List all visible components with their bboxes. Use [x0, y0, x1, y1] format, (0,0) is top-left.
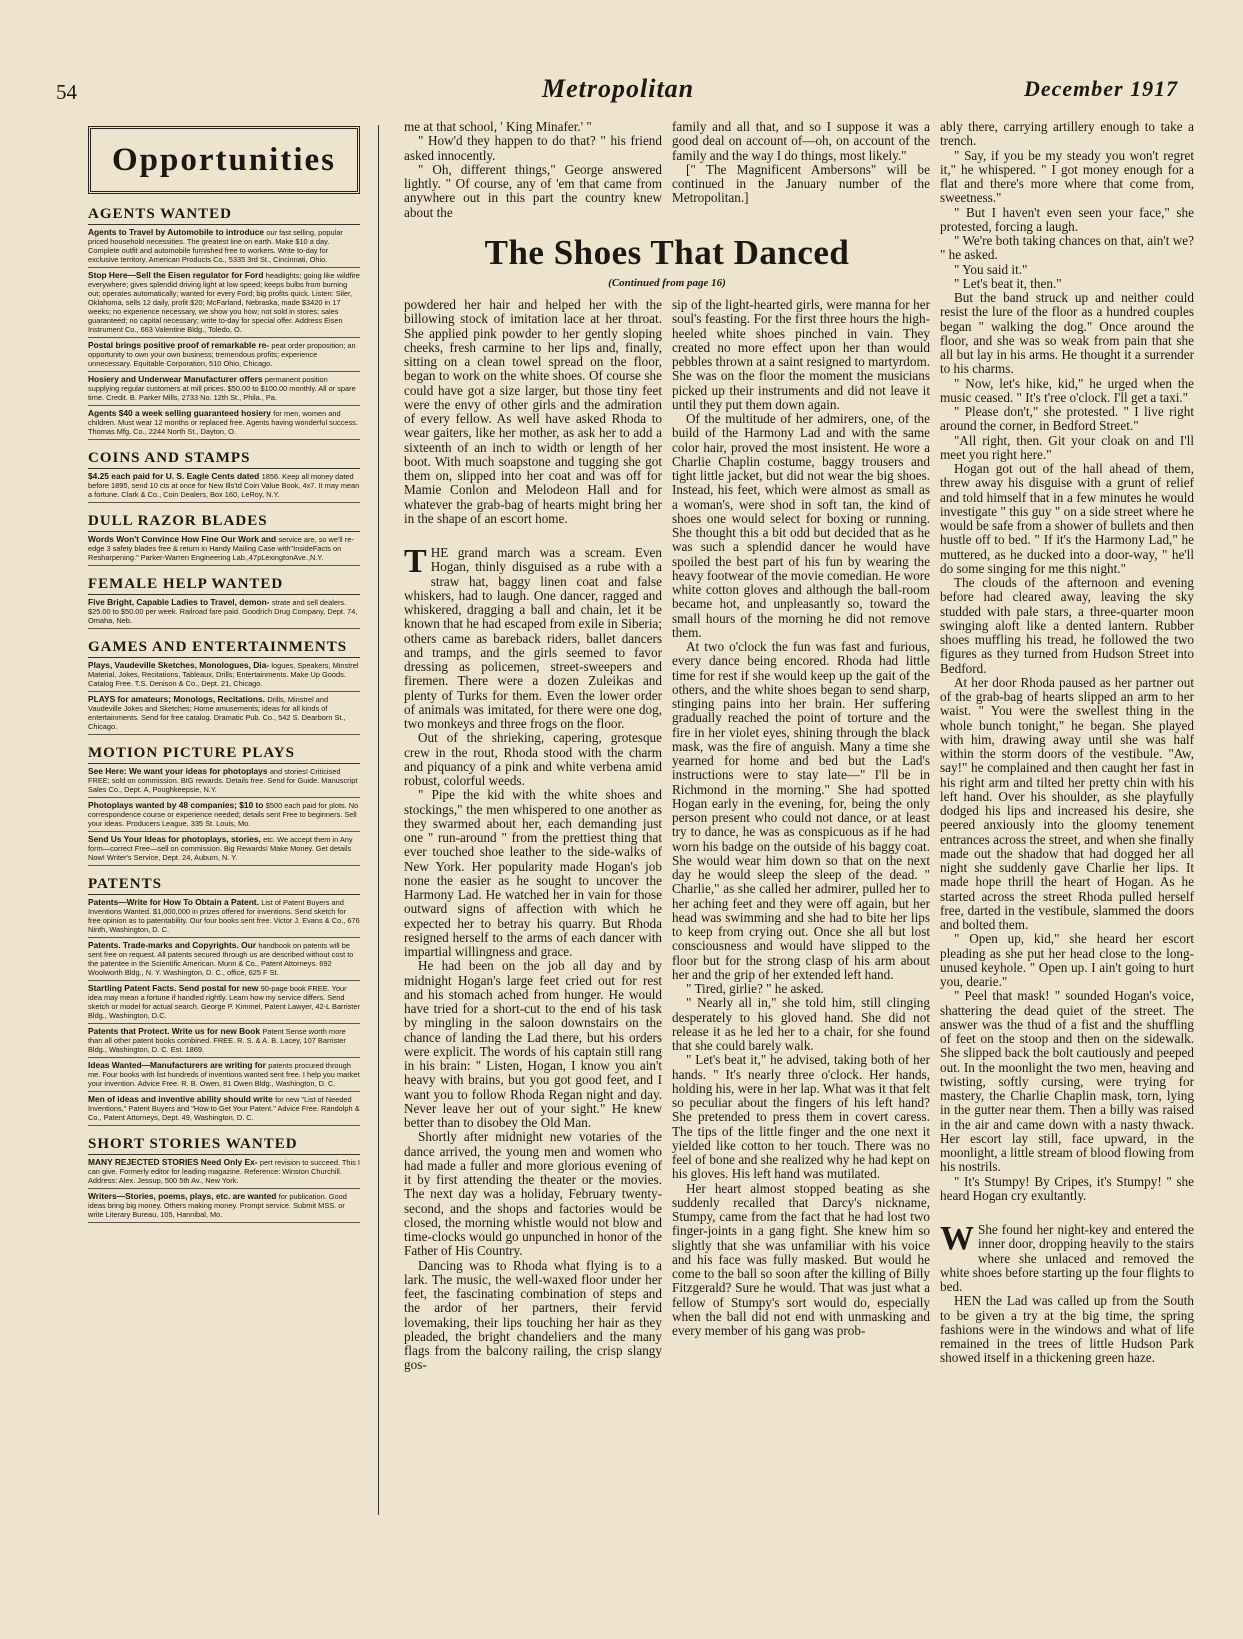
ad-lead: Stop Here—Sell the Eisen regulator for Ford	[88, 270, 266, 280]
story-column-3	[940, 120, 1194, 1366]
ad-lead: Words Won't Convince How Fine Our Work and	[88, 534, 279, 544]
ad-lead: Patents. Trade-marks and Copyrights. Our	[88, 940, 259, 950]
paragraph: Dancing was to Rhoda what flying is to a lark. The music, the well-waxed floor under her feet, the fascinating combination of steps and the ardor of her partners, their fervid lovemaking, their lips touching her hair as they pleaded, the bright chandeliers and the many flags from the balcony railing, the crisp slangy gos-	[404, 1257, 662, 1373]
paragraph: " Tired, girlie? " he asked.	[686, 981, 824, 996]
paragraph: " But I haven't even seen your face," she protested, forcing a laugh.	[940, 204, 1194, 234]
ad-body: permanent position supplying regular customers at mill prices. $50.00 to $100.00 monthly. All or spare time. Credit. B. Parker Mills, 2733 No. 12th St., Phila., Pa.	[88, 375, 356, 402]
ad-lead: $4.25 each paid for U. S. Eagle Cents dated	[88, 471, 262, 481]
classified-ad	[88, 409, 360, 440]
ads-category-heading: PATENTS	[88, 876, 360, 895]
paragraph: The clouds of the afternoon and evening before had cleared away, leaving the sky studded with pale stars, a three-quarter moon swinging aloft like a dented lantern. Rubber shoes muffling his tread, he followed the two figures as they turned from Hudson Street into Bedford.	[940, 575, 1194, 676]
paragraph: At her door Rhoda paused as her partner out of the grab-bag of hearts slipped an arm to her waist. " You were the swellest thing in the whole bunch tonight," he began. She played with him, drawing away until she was half within the storm doors of the vestibule. "Aw, say!" he complained and then caught her fast in his right arm and tilted her pretty chin with his left hand. Over his shoulder, as she playfully dodged his lips and increased his desire, she peered anxiously into the gloomy tenement entrances across the street, and when she finally made out the shadow that had dogged her all night she suddenly gave Charlie her lips. It made hope thrill the heart of Hogan. As he started across the street Rhoda pulled herself free, darted in the vestibule, slammed the doors and bolted them.	[940, 674, 1194, 932]
paragraph: " Peel that mask! " sounded Hogan's voice, shattering the dead quiet of the street. The answer was the thud of a fist and the shuffling of feet on the stoop and then on the sidewalk. She slipped back the bolt cautiously and peeped out. In the moonlight the two men, heaving and twisting, softly cursing, were trying for mastery, the Charlie Chaplin mask, torn, lying in the gutter near them. Then a billy was raised in the air and came down with a nasty thwack. Her escort lay still, face upward, in the moonlight, a little stream of blood flowing from his nostrils.	[940, 988, 1194, 1175]
ad-lead: Five Bright, Capable Ladies to Travel, demon-	[88, 597, 272, 607]
ad-body: for men, women and children. Must wear 12 months or replaced free. Agents having wonderful success. Thomas Mfg. Co., 2244 North St., Dayton, O.	[88, 409, 358, 436]
paragraph: me at that school, ' King Minafer.' "	[404, 119, 592, 134]
classified-ad	[88, 375, 360, 406]
classified-ad	[88, 535, 360, 566]
paragraph: "All right, then. Git your cloak on and I'll meet you right here."	[940, 432, 1194, 462]
paragraph: " Let's beat it, then."	[954, 275, 1062, 291]
paragraph: " Oh, different things," George answered lightly. " Of course, any of 'em that came from anywhere out in this part the country knew about the	[404, 161, 662, 220]
paragraph: [" The Magnificent Ambersons" will be continued in the January number of the Metropolitan.]	[672, 161, 930, 206]
classified-ad	[88, 472, 360, 503]
ads-category-heading: GAMES AND ENTERTAINMENTS	[88, 639, 360, 658]
ads-category-heading: SHORT STORIES WANTED	[88, 1136, 360, 1155]
ad-body: our fast selling, popular priced household necessities. The greatest line on earth. Make $10 a day. Complete outfit and automobile furnished free to workers. Write to-day for exclusive territory. American Products Co., 5335 3rd St., Cincinnati, Ohio.	[88, 228, 343, 264]
paragraph: Her heart almost stopped beating as she suddenly recalled that Darcy's nickname, Stumpy, came from the fact that he had lost two finger-joints in a gang fight. She knew him so slightly that she was unfamiliar with his voice and his face was fully masked. But would he come to the ball so soon after the killing of Billy Fitzgerald? Sure he would. That was just what a fellow of Stumpy's sort would do, especially when the ball did not end with unmasking and every member of his gang was prob-	[672, 1180, 930, 1338]
ad-lead: Postal brings positive proof of remarkable re-	[88, 340, 272, 350]
paragraph: THE grand march was a scream. Even Hogan, thinly disguised as a rube with a straw hat, baggy linen coat and false whiskers, had to laugh. One dancer, ragged and whiskered, dragging a ball and chain, let it be known that he had escaped from exile in Siberia; others came as bareback riders, ballet dancers and tramps, and the girls seemed to favor dressing as policemen, street-sweepers and firemen. There were a dozen Zuleikas and plenty of Turks for them. Even the lower order of animals was imitated, for there were one dog, two monkeys and three frogs on the floor.	[404, 543, 662, 731]
paragraph: HEN the Lad was called up from the South to be given a try at the big time, the spring fashions were in the windows and what of life remained in the trees of little Hudson Park showed itself in a thickening green haze.	[940, 1293, 1194, 1366]
ad-lead: Hosiery and Underwear Manufacturer offers	[88, 374, 265, 384]
ads-category-heading: FEMALE HELP WANTED	[88, 576, 360, 595]
ad-body: strate and sell dealers. $25.00 to $50.00 per week. Railroad fare paid. Goodrich Drug Company, Dept. 74, Omaha, Neb.	[88, 598, 358, 625]
classified-ad	[88, 1192, 360, 1223]
paragraph: W She found her night-key and entered the inner door, dropping heavily to the stairs where she unlaced and removed the white shoes before starting up the four flights to bed.	[940, 1220, 1194, 1294]
prior-story-end-col1	[404, 120, 662, 220]
ad-body: 1856. Keep all money dated before 1895, send 10 cts at once for New Ills'td Coin Value Book, 4x7. It may mean a fortune. Clark & Co., Coin Dealers, Box 160, LeRoy, N.Y.	[88, 472, 360, 499]
ad-body: for new "List of Needed Inventions," Patent Buyers and "How to Get Your Patent." Advice Free. Randolph & Co., Patent Attorneys, Dept. 49, Washington, D. C.	[88, 1095, 360, 1122]
paragraph: Shortly after midnight new votaries of the dance arrived, the young men and women who had made a fuller and more glorious evening of it by first attending the theater or the movies. The next day was a holiday, February twenty-second, and the shops and factories would be closed, the morning whistle would not blow and time-clocks would go unpunched in honor of the Father of His Country.	[404, 1129, 662, 1259]
paragraph: " Please don't," she protested. " I live right around the corner, in Bedford Street."	[940, 404, 1194, 434]
paragraph: Out of the shrieking, capering, grotesque crew in the rout, Rhoda stood with the charm and piquancy of a pink and white verbena amid robust, colorful weeds.	[404, 730, 662, 788]
ad-lead: MANY REJECTED STORIES Need Only Ex-	[88, 1157, 260, 1167]
ad-lead: Startling Patent Facts. Send postal for new	[88, 983, 261, 993]
ads-category-heading: MOTION PICTURE PLAYS	[88, 745, 360, 764]
ad-body: etc. We accept them in Any form—correct Free—sell on commission. Big Rewards! Make Money. Get details Now! Writer's Service, Dept. 24, Auburn, N. Y.	[88, 835, 353, 862]
ad-lead: Writers—Stories, poems, plays, etc. are wanted	[88, 1191, 279, 1201]
classified-ad	[88, 661, 360, 692]
ad-lead: Agents to Travel by Automobile to introduce	[88, 227, 267, 237]
ad-lead: Patents that Protect. Write us for new Book	[88, 1026, 263, 1036]
prior-story-end-col2	[672, 120, 930, 206]
ad-body: 90-page book FREE. Your idea may mean a fortune if handled rightly. Learn how my service differs. Send sketch or model for actual search. George P. Kimmel, Patent Lawyer, 42-L Barrister Bldg., Washington, D.C.	[88, 984, 360, 1020]
paragraph: At two o'clock the fun was fast and furious, every dance being encored. Rhoda had little time for rest if she would keep up the gait of the others, and the white shoes began to send sharp, stinging pains into her brain. Her suffering gradually reached the point of torture and the fire in her violet eyes, shining through the black mask, was the fire of anguish. Many a time she yearned for home and bed but the Lad's instructions were to stay late—" I'll be in Richmond in the morning." She had spotted Hogan early in the evening, for, being the only person present who could not dance, or at least try to dance, he was as conspicuous as if he had worn his badge on the outside of his baggy coat. She would wear him down so that on the next day he would sleep the sleep of the dead. " Charlie," as she called her admirer, pulled her to her aching feet and they were off again, but her head was swimming and she had to bite her lips to keep from crying out. Once she all but lost consciousness and would have slipped to the floor but for the strong clasp of his arm about her and the grip of her extended left hand.	[672, 639, 930, 982]
drop-cap: W	[940, 1220, 974, 1257]
ad-body: patents procured through me. Four books with list hundreds of inventions wanted sent free. I help you market your invention. Advice Free. R. B. Owen, 81 Owen Bldg., Washington, D. C.	[88, 1061, 360, 1088]
classified-ad	[88, 984, 360, 1024]
ads-category-heading: DULL RAZOR BLADES	[88, 513, 360, 532]
ad-body: handbook on patents will be sent free on request. All patents secured through us are described without cost to the patentee in the Scientific American. Munn & Co., Patent Attorneys. 692 Woolworth Bldg., N. Y. Washington, D. C., office, 625 F St.	[88, 941, 354, 977]
classified-ad	[88, 1095, 360, 1126]
classified-ad	[88, 801, 360, 832]
paragraph: powdered her hair and helped her with the billowing stock of imitation lace at her throat. She applied pink powder to her gently sloping cheeks, fresh carmine to her lips and, finally, sitting on a clean towel spread on the floor, began to work on the white shoes. Of course she could have got a size larger, but those tiny feet were the envy of other girls and the admiration of every fellow. As well have asked Rhoda to wear gaiters, like her mother, as ask her to add a sixteenth of an inch to width or length of her boot. With much soapstone and tugging she got them on, slipped into her coat and was off for Mamie Conlon and Melodeon Hall and for whatever the grab-bag of hearts might bring her in the shape of an escort home.	[404, 297, 662, 526]
story-column-2	[672, 298, 930, 1338]
paragraph: " You said it."	[954, 261, 1028, 277]
ad-lead: Photoplays wanted by 48 companies; $10 to	[88, 800, 266, 810]
classified-ad	[88, 898, 360, 938]
page-number: 54	[56, 80, 77, 104]
ad-body: List of Patent Buyers and Inventions Wanted. $1,000,000 in prizes offered for inventions. Send sketch for free opinion as to patentability. Our four books sent free. Victor J. Evans & Co., 676 Ninth, Washington, D. C.	[88, 898, 360, 934]
ad-lead: See Here: We want your ideas for photoplays	[88, 766, 270, 776]
paragraph: He had been on the job all day and by midnight Hogan's large feet cried out for rest and his stomach ached from hunger. He would have tried for a short-cut to the end of his task by mingling in the saloon downstairs on the chance of landing the Lad there, but his orders were explicit. The words of his captain still rang in his brain: " Listen, Hogan, I know you ain't heavy with brains, but you got good feet, and I want you to follow Rhoda Regan night and day. Never leave her out of your sight." He knew better than to disobey the Old Man.	[404, 958, 662, 1130]
classified-ad	[88, 1158, 360, 1189]
ad-body: for publication. Good ideas bring big money. Others making money. Prompt service. Submit MSS. or write Literary Bureau, 105, Hannibal, Mo.	[88, 1192, 347, 1219]
ads-sections	[88, 206, 360, 1223]
paragraph: " We're both taking chances on that, ain't we? " he asked.	[940, 233, 1194, 263]
paragraph: " Nearly all in," she told him, still clinging desperately to his gloved hand. She did not release it as he led her to a chair, for she found that she could barely walk.	[672, 995, 930, 1053]
paragraph: " Let's beat it," he advised, taking both of her hands. " It's nearly three o'clock. Her hands, holding his, were in her lap. What was it that felt so peculiar about the fingers of his left hand? She pretended to press them in covert caress. The tips of the little finger and the one next it yielded like cotton to her touch. There was no feel of bone and she realized why he had kept on his gloves. His left hand was mutilated.	[672, 1052, 930, 1182]
ad-lead: Send Us Your Ideas for photoplays, stories,	[88, 834, 264, 844]
classified-ad	[88, 1027, 360, 1058]
ads-category-heading: AGENTS WANTED	[88, 206, 360, 225]
classified-ad	[88, 341, 360, 372]
ad-lead: PLAYS for amateurs; Monologs, Recitations.	[88, 694, 268, 704]
ad-body: pert revision to succeed. This I can give. Formerly editor for leading magazine. Reference: Winston Churchill. Address: Alex. Jessup, 500 5th Av., New York.	[88, 1158, 360, 1185]
ads-title-box	[88, 126, 360, 194]
paragraph: " Pipe the kid with the white shoes and stockings," the men whispered to one another as they swarmed about her, each demanding just one " run-around " from the prettiest thing that ever touched shoe leather to the side-walks of New York. Her popularity made Hogan's job none the easier as he sought to uncover the Harmony Lad. He watched her in vain for those outward signs of affection with which he expected her to betray his quarry. But Rhoda resigned herself to the arms of each dancer with impartial willingness and grace.	[404, 787, 662, 959]
classified-ad	[88, 598, 360, 629]
classified-ad	[88, 835, 360, 866]
paragraph: " How'd they happen to do that? " his friend asked innocently.	[404, 133, 662, 163]
story-continued-note: (Continued from page 16)	[608, 277, 726, 289]
ad-body: headlights; going like wildfire everywhere; gives splendid driving light at low speed; keeps bulbs from burning out; operates automatically; wanted for every Ford; big profits quick. Listen: Siler, Oklahoma, sells 12 daily, profit $20; McFarland, Nebraska, made $3420 in 17 weeks; no experience necessary, we show you how; not sold in stores; sales guaranteed; no capital necessary; write to-day for special offer. Address Eisen Instrument Co., 663 Valentine Bldg., Toledo, O.	[88, 271, 360, 334]
ad-lead: Plays, Vaudeville Sketches, Monologues, Dia-	[88, 660, 272, 670]
paragraph: " Now, let's hike, kid," he urged when the music ceased. " It's t'ree o'clock. I'll get a taxi."	[940, 375, 1194, 405]
ad-body: logues, Speakers, Minstrel Material, Jokes, Recitations, Tableaux, Drills; Entertainments. Make Up Goods. Catalog Free. T.S. Denison & Co., Dept. 21, Chicago.	[88, 661, 359, 688]
ad-body: $500 each paid for plots. No correspondence course or experience needed; details sent Free to beginners. Sell your ideas. Producers League, 335 St. Louis, Mo.	[88, 801, 359, 828]
paragraph: sip of the light-hearted girls, were manna for her soul's feasting. For the first three hours the high-heeled white shoes pinched in vain. They created no more effect upon her than would pebbles thrown at a saint resigned to martyrdom. She was on the floor the moment the musicians picked up their instruments and did not leave it until they put them down again.	[672, 297, 930, 412]
paragraph: Hogan got out of the hall ahead of them, threw away his disguise with a grunt of relief and told himself that in a few minutes he would investigate " this guy " on a side street where he would be safe from a shower of bullets and then hustle off to bed. " If it's the Harmony Lad," he muttered, as he ducked into a door-way, " he'll do some singing for me this night."	[940, 461, 1194, 576]
classified-ads-column	[88, 126, 360, 1226]
ad-lead: Patents—Write for How To Obtain a Patent.	[88, 897, 262, 907]
classified-ad	[88, 767, 360, 798]
ads-category-heading: COINS AND STAMPS	[88, 450, 360, 469]
paragraph: family and all that, and so I suppose it was a good deal on account of—oh, on account of the family and the way I do things, most likely."	[672, 119, 930, 163]
classified-ad	[88, 271, 360, 338]
ad-body: service are, so we'll re-edge 3 safety blades free & return in Handy Mailing Case with"InsideFacts on Resharpening." Parker-Warren Engineering Lab.,47pLexingtonAve.,N.Y.	[88, 535, 354, 562]
paragraph: But the band struck up and neither could resist the lure of the floor as a hundred couples began " walking the dog." Once around the floor, and she was so weak from pain that she all but lay in his arms. He thought it a surrender to his charms.	[940, 290, 1194, 377]
paragraph: Of the multitude of her admirers, one, of the build of the Harmony Lad and with the same color hair, proved the most insistent. He wore a Charlie Chaplin costume, baggy trousers and tight little jacket, but did not wear the big shoes. Instead, his feet, which were almost as small as a woman's, were shod in soft tan, the kind of shoes one would select for boxing or running. She thought this a bit odd but decided that as he was such a splendid dancer he would have spoiled the best part of his fun by wearing the heavy footwear of the movie comedian. He wore white cotton gloves and although the ball-room became hot, and unpleasantly so, toward the small hours of the morning he did not remove them.	[672, 411, 930, 640]
story-column-1	[404, 298, 662, 1373]
paragraph: ably there, carrying artillery enough to take a trench.	[940, 119, 1194, 149]
issue-date: December 1917	[1024, 76, 1179, 101]
ad-body: peat order proposition; an opportunity to own your own business; tremendous profits; experience unnecessary. Equitable Corporation, 510 Ohio, Chicago.	[88, 341, 356, 368]
classified-ad	[88, 228, 360, 268]
ad-lead: Agents $40 a week selling guaranteed hosiery	[88, 408, 274, 418]
ads-title: Opportunities	[111, 141, 337, 178]
ad-body: Drills, Minstrel and Vaudeville Jokes and Sketches; Home amusements; ideas for all kinds of entertainments. Send for free catalog. Dramatic Pub. Co., 542 S. Dearborn St., Chicago.	[88, 695, 346, 731]
column-divider	[378, 125, 379, 1515]
ad-lead: Men of ideas and inventive ability should write	[88, 1094, 276, 1104]
ad-body: and stories! Criticised FREE; sold on commission. BIG rewards. Details free. Send for Guide. Manuscript Sales Co., Dept. A, Poughkeepsie, N.Y.	[88, 767, 358, 794]
classified-ad	[88, 695, 360, 735]
ad-lead: Ideas Wanted—Manufacturers are writing for	[88, 1060, 269, 1070]
paragraph: " Open up, kid," she heard her escort pleading as she put her head close to the long-unused keyhole. " Open up. I ain't going to hurt you, dearie."	[940, 931, 1194, 989]
story-title: The Shoes That Danced	[484, 233, 850, 272]
classified-ad	[88, 1061, 360, 1092]
paragraph: " Say, if you be my steady you won't regret it," he whispered. " I got money enough for a flat and there's more where that come from, sweetness."	[940, 147, 1194, 206]
drop-cap: T	[404, 543, 427, 580]
classified-ad	[88, 941, 360, 981]
magazine-name: Metropolitan	[542, 74, 695, 103]
paragraph: " It's Stumpy! By Cripes, it's Stumpy! " she heard Hogan cry exultantly.	[940, 1173, 1194, 1203]
ad-body: Patent Sense worth more than all other patent books combined. FREE. R. S. & A. B. Lacey, 107 Barrister Bldg., Washington, D. C. Est. 1869.	[88, 1027, 346, 1054]
